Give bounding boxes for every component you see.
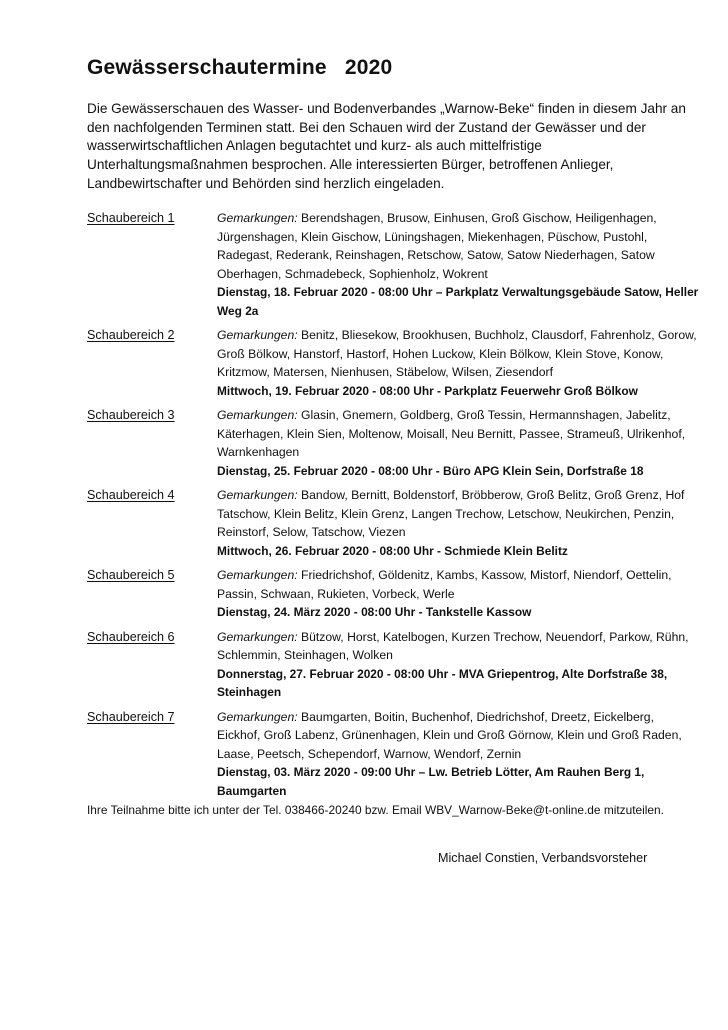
gemarkungen-line <box>217 326 699 382</box>
gemarkungen-line <box>217 628 699 665</box>
schaubereich-label: Schaubereich 6 <box>87 629 175 644</box>
termin-line: Dienstag, 18. Februar 2020 - 08:00 Uhr – Parkplatz Verwaltungsgebäude Satow, Heller Weg 2a <box>217 285 699 318</box>
termin-line: Donnerstag, 27. Februar 2020 - 08:00 Uhr - MVA Griepentrog, Alte Dorfstraße 38, Steinhagen <box>217 666 668 699</box>
schaubereich-2 <box>87 326 707 400</box>
schaubereich-1 <box>87 209 707 320</box>
termin-line: Mittwoch, 19. Februar 2020 - 08:00 Uhr - Parkplatz Feuerwehr Groß Bölkow <box>217 383 638 398</box>
gemarkungen-line <box>217 708 699 764</box>
signature: Michael Constien, Verbandsvorsteher <box>438 851 648 865</box>
contact-note: Ihre Teilnahme bitte ich unter der Tel. 038466-20240 bzw. Email WBV_Warnow-Beke@t-online.de mitzuteilen. <box>87 803 664 817</box>
gemarkungen-prefix: Gemarkungen: <box>217 629 298 644</box>
schaubereich-label: Schaubereich 4 <box>87 488 175 502</box>
gemarkungen-prefix: Gemarkungen: <box>217 328 298 342</box>
schaubereich-6 <box>87 628 707 702</box>
document-title: Gewässerschautermine 2020 <box>87 56 393 79</box>
gemarkungen-line <box>217 566 699 603</box>
gemarkungen-list: Benitz, Bliesekow, Brookhusen, Buchholz, Clausdorf, Fahrenholz, Gorow, Groß Bölkow, Hanstorf, Hastorf, Hohen Luckow, Klein Bölkow, Klein Stove, Konow, Kritzmow, Matersen, Nienhusen, Stäbelow, Wilsen, Ziesendorf <box>217 328 697 379</box>
gemarkungen-list: Glasin, Gnemern, Goldberg, Groß Tessin, Hermannshagen, Jabelitz, Käterhagen, Klein Sien, Moltenow, Moisall, Neu Bernitt, Passee, Strameuß, Ulrikenhof, Warnkenhagen <box>217 408 686 459</box>
schaubereich-label: Schaubereich 7 <box>87 709 175 724</box>
intro-paragraph: Die Gewässerschauen des Wasser- und Bodenverbandes „Warnow-Beke“ finden in diesem Jahr an den nachfolgenden Terminen statt. Bei den Schauen wird der Zustand der Gewässer und der wasserwirtschaftlichen Anlagen begutachtet und kurz- als auch mittelfristige Unterhaltungsmaßnahmen besprochen. Alle interessierten Bürger, betroffenen Anlieger, Landbewirtschafter und Behörden sind herzlich eingeladen. <box>87 101 686 191</box>
schaubereich-3 <box>87 406 707 480</box>
schaubereich-body <box>217 708 699 801</box>
gemarkungen-list: Berendshagen, Brusow, Einhusen, Groß Gischow, Heiligenhagen, Jürgenshagen, Klein Gischow, Lüningshagen, Miekenhagen, Püschow, Pustohl, Radegast, Rederank, Reinshagen, Retschow, Satow, Satow Niederhagen, Satow Oberhagen, Schmadebeck, Sophienholz, Wokrent <box>217 211 657 281</box>
gemarkungen-line <box>217 406 699 462</box>
gemarkungen-line <box>217 486 699 542</box>
gemarkungen-line <box>217 209 699 283</box>
gemarkungen-list: Baumgarten, Boitin, Buchenhof, Diedrichshof, Dreetz, Eickelberg, Eickhof, Groß Labenz, Grünenhagen, Klein und Groß Görnow, Klein und Groß Raden, Laase, Peetsch, Schependorf, Warnow, Wendorf, Zernin <box>217 709 682 761</box>
termin-line: Dienstag, 25. Februar 2020 - 08:00 Uhr - Büro APG Klein Sein, Dorfstraße 18 <box>217 463 644 478</box>
gemarkungen-prefix: Gemarkungen: <box>217 709 298 724</box>
termin-line: Dienstag, 24. März 2020 - 08:00 Uhr - Tankstelle Kassow <box>217 605 532 619</box>
schaubereich-label: Schaubereich 5 <box>87 568 175 582</box>
gemarkungen-prefix: Gemarkungen: <box>217 568 298 582</box>
gemarkungen-list: Bützow, Horst, Katelbogen, Kurzen Trechow, Neuendorf, Parkow, Rühn, Schlemmin, Steinhagen, Wolken <box>217 629 689 662</box>
schaubereich-label: Schaubereich 2 <box>87 328 175 342</box>
schaubereich-7 <box>87 708 707 801</box>
schaubereich-body <box>217 566 699 622</box>
gemarkungen-list: Bandow, Bernitt, Boldenstorf, Bröbberow, Groß Belitz, Groß Grenz, Hof Tatschow, Klein Belitz, Klein Grenz, Langen Trechow, Letschow, Neukirchen, Penzin, Reinstorf, Selow, Tatschow, Viezen <box>217 488 685 539</box>
gemarkungen-prefix: Gemarkungen: <box>217 211 298 225</box>
termin-line: Dienstag, 03. März 2020 - 09:00 Uhr – Lw. Betrieb Lötter, Am Rauhen Berg 1, Baumgarten <box>217 765 645 798</box>
gemarkungen-list: Friedrichshof, Göldenitz, Kambs, Kassow, Mistorf, Niendorf, Oettelin, Passin, Schwaan, Rukieten, Vorbeck, Werle <box>217 568 672 601</box>
gemarkungen-prefix: Gemarkungen: <box>217 488 298 502</box>
schaubereich-body <box>217 628 699 702</box>
schaubereich-label: Schaubereich 3 <box>87 408 175 422</box>
schaubereich-body <box>217 486 699 560</box>
schaubereich-body <box>217 406 699 480</box>
schaubereich-body <box>217 326 699 400</box>
schaubereich-4 <box>87 486 707 560</box>
schaubereich-label: Schaubereich 1 <box>87 211 175 225</box>
termin-line: Mittwoch, 26. Februar 2020 - 08:00 Uhr - Schmiede Klein Belitz <box>217 543 568 558</box>
schaubereich-body <box>217 209 699 320</box>
schaubereich-5 <box>87 566 707 622</box>
schaubereich-list <box>87 209 707 806</box>
gemarkungen-prefix: Gemarkungen: <box>217 408 298 422</box>
